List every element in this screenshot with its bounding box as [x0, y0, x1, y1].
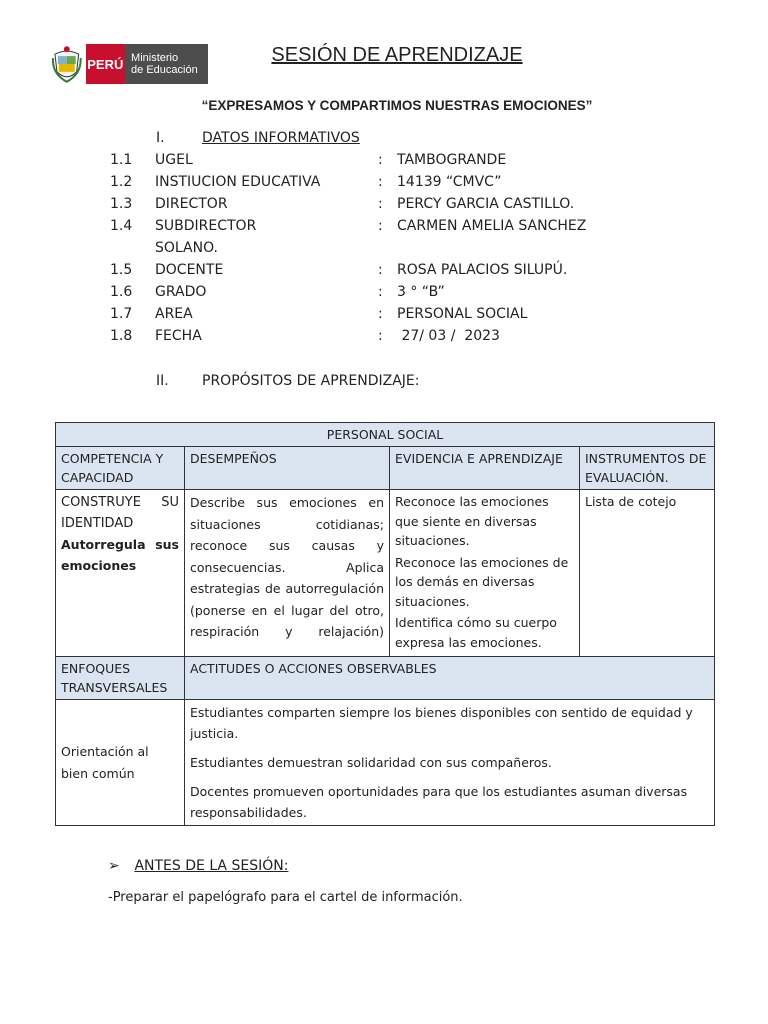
info-key: DIRECTOR	[155, 196, 228, 212]
info-value: PERSONAL SOCIAL	[397, 306, 528, 322]
table-row	[56, 700, 715, 826]
info-num: 1.4	[110, 218, 133, 234]
info-key: AREA	[155, 306, 193, 322]
info-value: 14139 “CMVC”	[397, 174, 502, 190]
arrow-bullet-icon: ➢	[108, 858, 120, 874]
info-num: 1.7	[110, 306, 133, 322]
info-sep: :	[378, 218, 383, 234]
info-sep: :	[378, 196, 383, 212]
enfoques-header: ENFOQUES TRANSVERSALES	[56, 657, 185, 700]
actitud-item: Estudiantes demuestran solidaridad con sus compañeros.	[190, 755, 552, 770]
info-row	[110, 196, 670, 216]
table-row	[56, 447, 715, 490]
info-sep: :	[378, 262, 383, 278]
evidence-item: Identifica cómo su cuerpo expresa las emociones.	[395, 615, 557, 650]
info-sep: :	[378, 174, 383, 190]
info-num: 1.1	[110, 152, 133, 168]
enfoque-cell	[56, 700, 185, 826]
info-row	[110, 284, 670, 304]
info-value: 27/ 03 / 2023	[397, 328, 500, 344]
competencia-cell	[56, 490, 185, 657]
info-row	[110, 328, 670, 348]
info-row	[110, 174, 670, 194]
competencia-text: CONSTRUYE SU IDENTIDAD	[61, 495, 179, 531]
desempeno-cell: Describe sus emociones en situaciones cotidianas; reconoce sus causas y consecuencias. Aplica estrategias de autorregulación (ponerse en el lugar del otro, respiración y relajación)	[185, 490, 390, 657]
info-key: UGEL	[155, 152, 193, 168]
info-sep: :	[378, 284, 383, 300]
info-value-continuation: SOLANO.	[155, 240, 218, 256]
page-title: SESIÓN DE APRENDIZAJE	[271, 44, 523, 66]
session-subtitle: “EXPRESAMOS Y COMPARTIMOS NUESTRAS EMOCIONES”	[201, 98, 593, 113]
info-num: 1.3	[110, 196, 133, 212]
info-key: SUBDIRECTOR	[155, 218, 257, 234]
info-row	[110, 306, 670, 326]
info-value: ROSA PALACIOS SILUPÚ.	[397, 262, 568, 278]
capacidad-text: Autorregula sus emociones	[61, 537, 179, 573]
enfoque-text: Orientación al bien común	[61, 743, 149, 781]
antes-heading	[108, 858, 288, 874]
info-row	[110, 262, 670, 282]
actitudes-header: ACTITUDES O ACCIONES OBSERVABLES	[185, 657, 715, 700]
info-value: CARMEN AMELIA SANCHEZ	[397, 218, 587, 234]
info-key: FECHA	[155, 328, 202, 344]
info-sep: :	[378, 306, 383, 322]
evidencia-cell	[390, 490, 580, 657]
info-row	[110, 152, 670, 172]
preparar-text: -Preparar el papelógrafo para el cartel de información.	[108, 890, 463, 905]
info-value: 3 ° “B”	[397, 284, 445, 300]
table-row	[56, 423, 715, 447]
info-num: 1.6	[110, 284, 133, 300]
section-2-label: PROPÓSITOS DE APRENDIZAJE:	[202, 373, 420, 389]
col-header-competencia: COMPETENCIA Y CAPACIDAD	[56, 447, 185, 490]
evidence-item: Reconoce las emociones que siente en diversas situaciones.	[395, 494, 549, 548]
instrumento-cell: Lista de cotejo	[580, 490, 715, 657]
col-header-evidencia: EVIDENCIA E APRENDIZAJE	[390, 447, 580, 490]
section-2-numeral: II.	[156, 373, 169, 389]
peru-label: PERÚ	[86, 44, 125, 84]
info-key: DOCENTE	[155, 262, 224, 278]
antes-label: ANTES DE LA SESIÓN:	[134, 858, 289, 874]
ministry-line1: Ministerio	[131, 52, 179, 64]
info-num: 1.5	[110, 262, 133, 278]
ministry-line2: de Educación	[131, 64, 198, 76]
area-header: PERSONAL SOCIAL	[56, 423, 715, 447]
section-1-label: DATOS INFORMATIVOS	[202, 130, 360, 146]
info-value: PERCY GARCIA CASTILLO.	[397, 196, 575, 212]
info-key: GRADO	[155, 284, 207, 300]
info-value: TAMBOGRANDE	[397, 152, 507, 168]
table-row	[56, 657, 715, 700]
actitud-item: Docentes promueven oportunidades para que los estudiantes asuman diversas responsabilidades.	[190, 784, 688, 820]
info-sep: :	[378, 152, 383, 168]
actitudes-cell	[185, 700, 715, 826]
col-header-desempenos: DESEMPEÑOS	[185, 447, 390, 490]
evidence-item: Reconoce las emociones de los demás en diversas situaciones.	[395, 554, 569, 609]
table-row	[56, 490, 715, 657]
info-sep: :	[378, 328, 383, 344]
col-header-instrumentos: INSTRUMENTOS DE EVALUACIÓN.	[580, 447, 715, 490]
actitud-item: Estudiantes comparten siempre los bienes disponibles con sentido de equidad y justicia.	[190, 705, 693, 741]
info-num: 1.8	[110, 328, 133, 344]
info-num: 1.2	[110, 174, 133, 190]
info-key: INSTIUCION EDUCATIVA	[155, 174, 321, 190]
info-row	[110, 218, 670, 238]
section-1-numeral: I.	[156, 130, 165, 146]
learning-purposes-table	[55, 422, 715, 826]
